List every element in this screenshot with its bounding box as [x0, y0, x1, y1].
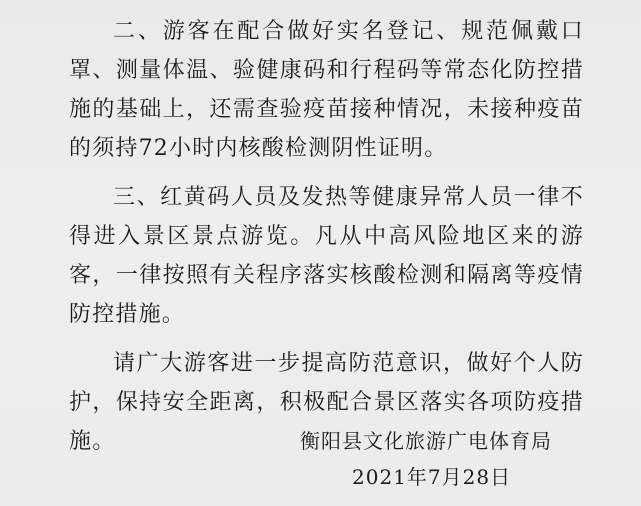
- closing-paragraph: 请广大游客进一步提高防范意识，做好个人防护，保持安全距离，积极配合景区落实各项防疫措施。: [69, 351, 584, 454]
- issuing-organization: 衡阳县文化旅游广电体育局: [300, 429, 552, 453]
- notice-body: [69, 12, 584, 471]
- issue-date: 2021年7月28日: [352, 465, 512, 489]
- paragraph-item-2: 二、游客在配合做好实名登记、规范佩戴口罩、测量体温、验健康码和行程码等常态化防控措施的基础上，还需查验疫苗接种情况，未接种疫苗的须持72小时内核酸检测阴性证明。: [69, 19, 584, 161]
- paragraph-item-3: 三、红黄码人员及发热等健康异常人员一律不得进入景区景点游览。凡从中高风险地区来的游客，一律按照有关程序落实核酸检测和隔离等疫情防控措施。: [69, 185, 584, 327]
